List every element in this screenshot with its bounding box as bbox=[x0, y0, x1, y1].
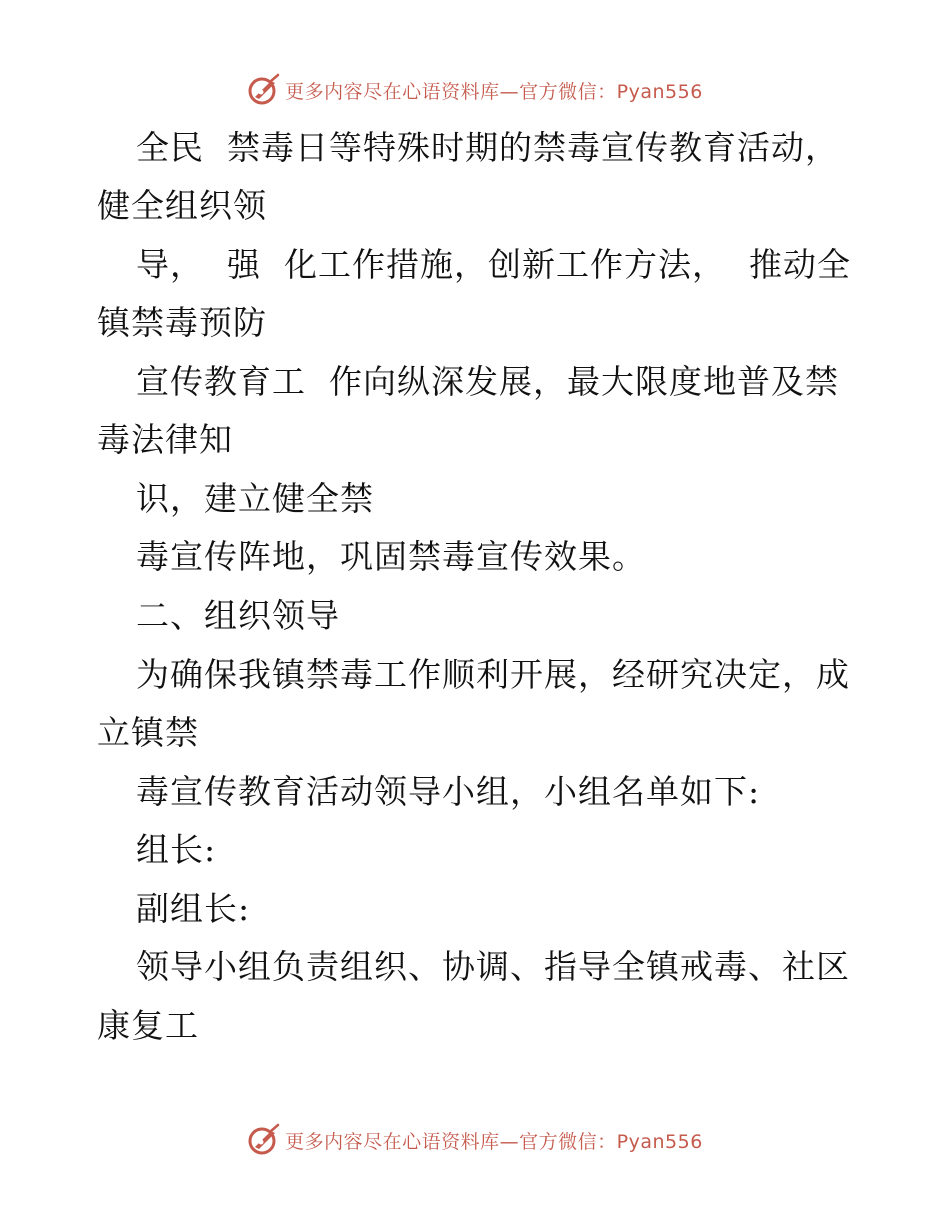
footer-banner bbox=[0, 1120, 950, 1160]
quill-pen-seal-icon bbox=[247, 1123, 281, 1157]
paragraph-line: 全民 禁毒日等特殊时期的禁毒宣传教育活动， bbox=[136, 128, 839, 167]
paragraph-line: 识，建立健全禁 bbox=[136, 479, 374, 518]
quill-pen-seal-icon bbox=[247, 73, 281, 107]
header-banner bbox=[0, 70, 950, 110]
paragraph-line: 毒宣传阵地，巩固禁毒宣传效果。 bbox=[136, 537, 646, 576]
field-label-leader: 组长: bbox=[136, 830, 217, 869]
paragraph-line: 领导小组负责组织、协调、指导全镇戒毒、社区 bbox=[136, 947, 850, 986]
field-label-deputy-leader: 副组长: bbox=[136, 889, 251, 928]
paragraph-line: 毒法律知 bbox=[97, 420, 233, 459]
section-heading: 二、组织领导 bbox=[136, 596, 340, 635]
paragraph-line: 立镇禁 bbox=[97, 713, 199, 752]
footer-banner-text: 更多内容尽在心语资料库—官方微信：Pyan556 bbox=[285, 1130, 703, 1153]
paragraph-line: 导， 强 化工作措施，创新工作方法， 推动全 bbox=[136, 245, 851, 284]
paragraph-line: 康复工 bbox=[97, 1006, 199, 1045]
paragraph-line: 镇禁毒预防 bbox=[97, 303, 267, 342]
paragraph-line: 宣传教育工 作向纵深发展，最大限度地普及禁 bbox=[136, 362, 839, 401]
paragraph-line: 毒宣传教育活动领导小组，小组名单如下: bbox=[136, 772, 761, 811]
paragraph-line: 为确保我镇禁毒工作顺利开展，经研究决定，成 bbox=[136, 655, 850, 694]
paragraph-line: 健全组织领 bbox=[97, 186, 267, 225]
header-banner-text: 更多内容尽在心语资料库—官方微信：Pyan556 bbox=[285, 80, 703, 103]
